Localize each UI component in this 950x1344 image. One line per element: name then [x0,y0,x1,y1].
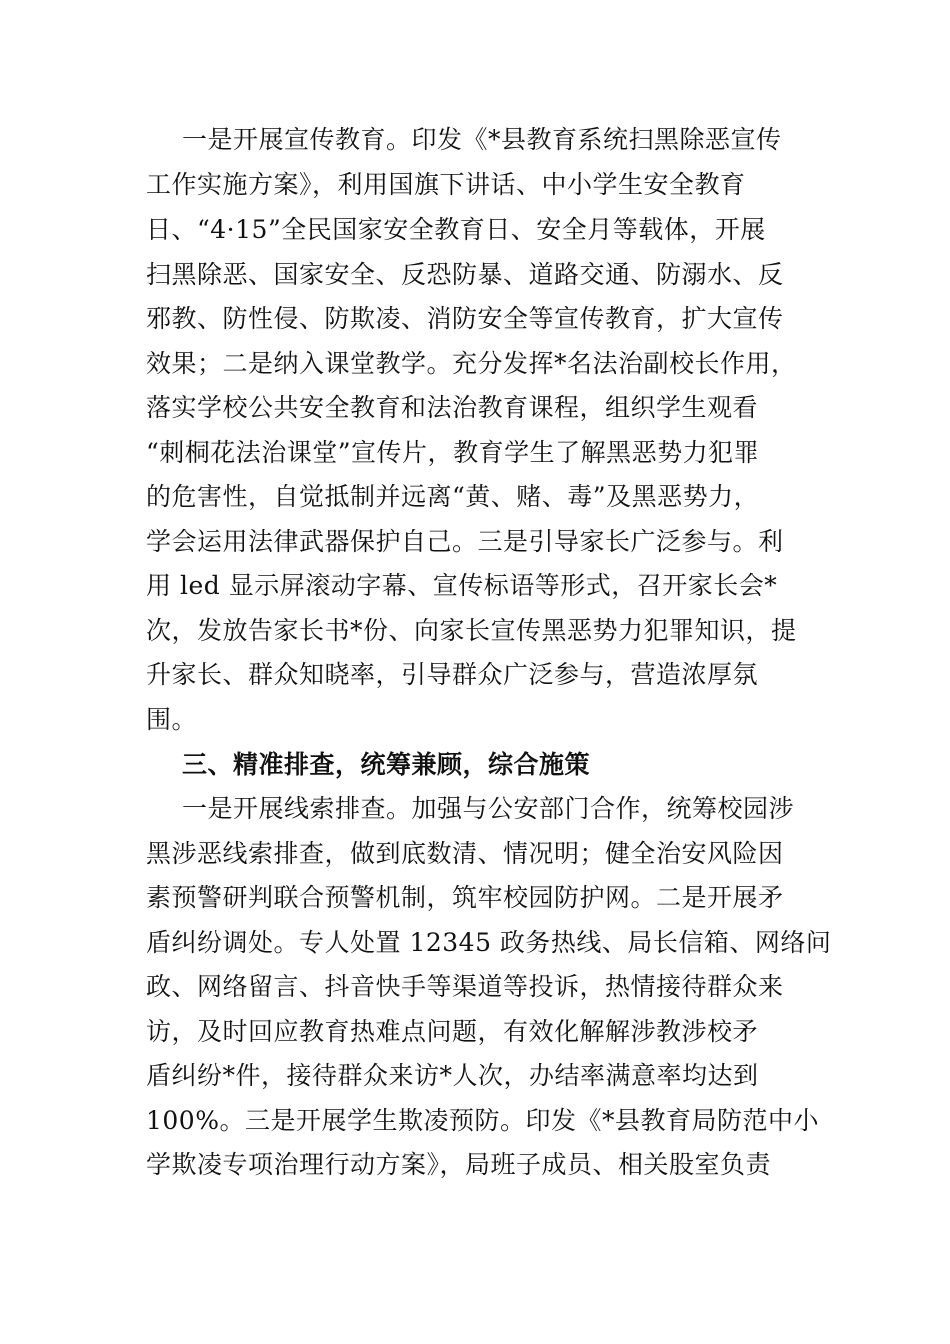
paragraph-1-line-10: 学会运用法律武器保护自己。三是引导家长广泛参与。利 [146,527,784,556]
paragraph-1-line-6: 效果；二是纳入课堂教学。充分发挥*名法治副校长作用， [146,349,797,378]
paragraph-1-line-14: 围。 [146,705,198,734]
paragraph-2-line-8: 100%。三是开展学生欺凌预防。印发《*县教育局防范中小 [146,1106,819,1135]
paragraph-1-line-9: 的危害性，自觉抵制并远离“黄、赌、毒”及黑恶势力， [146,482,760,511]
paragraph-1-line-11: 用 led 显示屏滚动字幕、宣传标语等形式，召开家长会* [146,571,778,600]
paragraph-2-line-6: 访，及时回应教育热难点问题，有效化解解涉教涉校矛 [146,1017,759,1046]
paragraph-1-line-12: 次，发放告家长书*份、向家长宣传黑恶势力犯罪知识，提 [146,616,797,645]
paragraph-2-line-2: 黑涉恶线索排查，做到底数清、情况明；健全治安风险因 [146,839,784,868]
section-heading: 三、精准排查，统筹兼顾，综合施策 [182,750,591,779]
paragraph-2-line-9: 学欺凌专项治理行动方案》，局班子成员、相关股室负责 [146,1150,772,1179]
paragraph-2-line-1: 一是开展线索排查。加强与公安部门合作，统筹校园涉 [182,794,795,823]
paragraph-1-line-8: “刺桐花法治课堂”宣传片，教育学生了解黑恶势力犯罪 [146,438,760,467]
paragraph-1-line-2: 工作实施方案》，利用国旗下讲话、中小学生安全教育 [146,170,746,199]
paragraph-1-line-7: 落实学校公共安全教育和法治教育课程，组织学生观看 [146,393,759,422]
paragraph-2-line-7: 盾纠纷*件，接待群众来访*人次，办结率满意率均达到 [146,1061,759,1090]
paragraph-1-line-13: 升家长、群众知晓率，引导群众广泛参与，营造浓厚氛 [146,660,759,689]
paragraph-2-line-5: 政、网络留言、抖音快手等渠道等投诉，热情接待群众来 [146,972,784,1001]
paragraph-2-line-4: 盾纠纷调处。专人处置 12345 政务热线、局长信箱、网络问 [146,928,832,957]
paragraph-2-line-3: 素预警研判联合预警机制，筑牢校园防护网。二是开展矛 [146,883,784,912]
paragraph-1-line-5: 邪教、防性侵、防欺凌、消防安全等宣传教育，扩大宣传 [146,304,784,333]
paragraph-1-line-3: 日、“4·15”全民国家安全教育日、安全月等载体，开展 [146,215,766,244]
paragraph-1-line-4: 扫黑除恶、国家安全、反恐防暴、道路交通、防溺水、反 [146,260,784,289]
paragraph-1-line-1: 一是开展宣传教育。印发《*县教育系统扫黑除恶宣传 [182,125,782,154]
